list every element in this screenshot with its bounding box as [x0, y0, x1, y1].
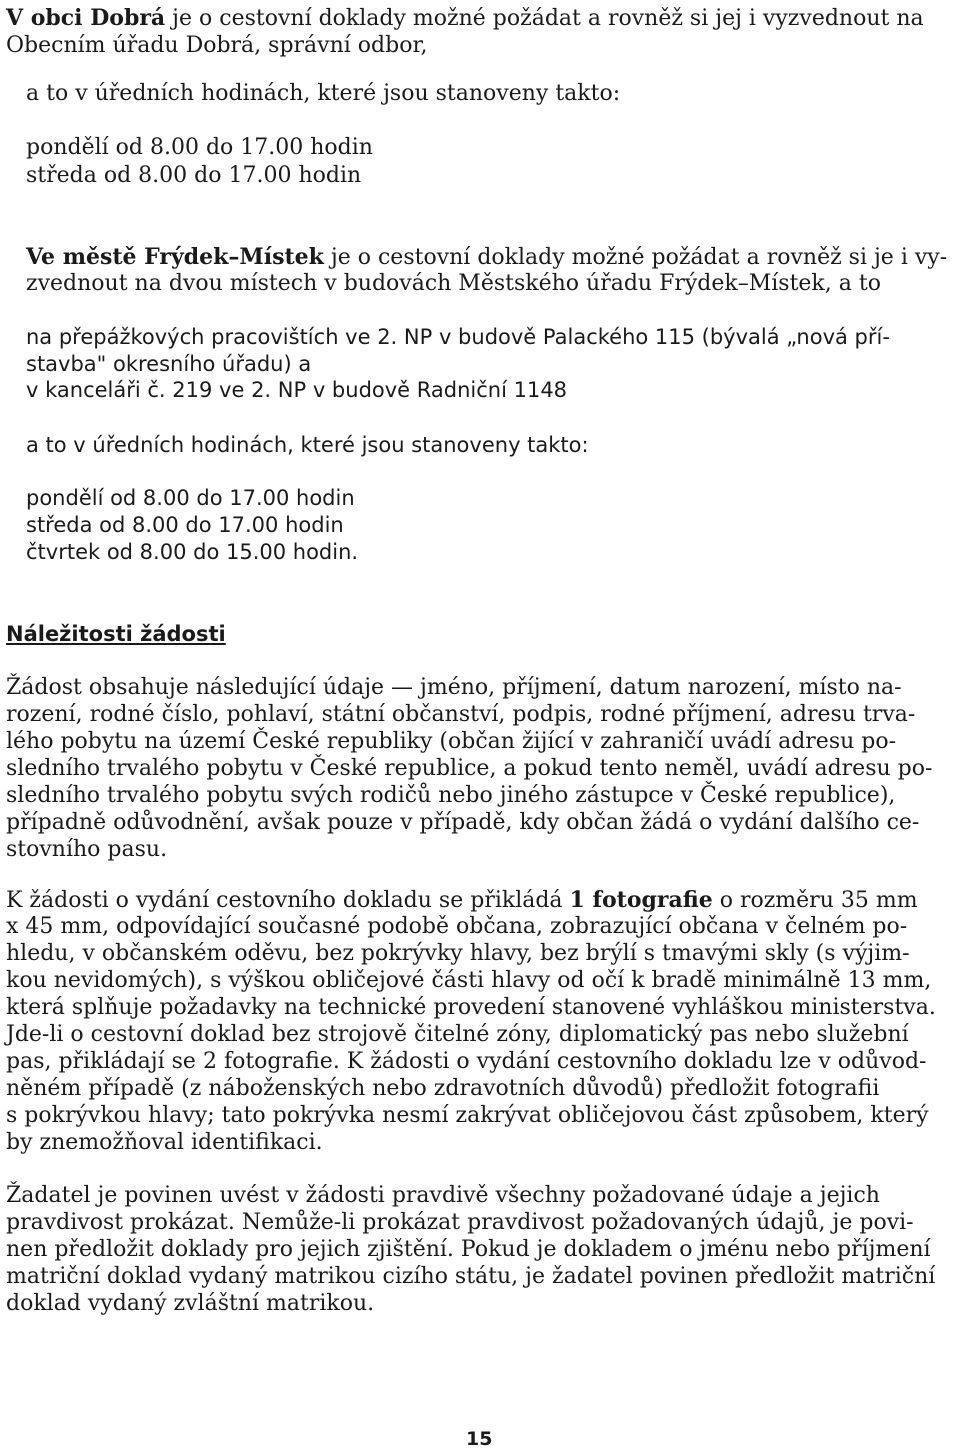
dobra-intro-line-1 [6, 4, 924, 33]
photo-count: 1 fotografie [569, 887, 713, 913]
dobra-hours-intro: a to v úředních hodinách, které jsou stanoveny takto: [26, 81, 621, 106]
para1-line: sledního trvalého pobytu svých rodičů nebo jiného zástupce v České republice), [6, 783, 896, 808]
section-heading: Náležitosti žádosti [6, 622, 226, 646]
para1-line: Žádost obsahuje následující údaje — jméno, příjmení, datum narození, místo na- [6, 675, 902, 700]
para1-line: lého pobytu na území České republiky (občan žijící v zahraničí uvádí adresu po- [6, 729, 897, 754]
para3-line: matriční doklad vydaný matrikou cizího státu, je žadatel povinen předložit matriční [6, 1264, 936, 1289]
para3-line: pravdivost prokázat. Nemůže-li prokázat pravdivost požadovaných údajů, je povi- [6, 1210, 914, 1235]
para2-post: o rozměru 35 mm [712, 888, 918, 913]
para2-line-1 [6, 886, 918, 915]
para3-line: doklad vydaný zvláštní matrikou. [6, 1291, 375, 1316]
para2-line: Jde-li o cestovní doklad bez strojově čitelné zóny, diplomatický pas nebo služební [6, 1022, 909, 1047]
para3-line: Žadatel je povinen uvést v žádosti pravdivě všechny požadované údaje a jejich [6, 1183, 880, 1208]
fm-hours-thursday: čtvrtek od 8.00 do 15.00 hodin. [26, 540, 359, 564]
dobra-intro-line-2: Obecním úřadu Dobrá, správní odbor, [6, 33, 428, 58]
fm-place-1-line-1: na přepážkových pracovištích ve 2. NP v budově Palackého 115 (bývalá „nová pří- [26, 325, 890, 349]
fm-hours-monday: pondělí od 8.00 do 17.00 hodin [26, 486, 355, 510]
fm-place-2: v kanceláři č. 219 ve 2. NP v budově Radniční 1148 [26, 378, 568, 402]
para2-line: kou nevidomých), s výškou obličejové části hlavy od očí k bradě minimálně 13 mm, [6, 968, 932, 993]
para2-line: pas, přikládají se 2 fotografie. K žádosti o vydání cestovního dokladu lze v odůvod- [6, 1049, 927, 1074]
fm-intro-line-2: zvednout na dvou místech v budovách Městského úřadu Frýdek–Místek, a to [26, 271, 881, 296]
fm-intro-line-1 [26, 243, 947, 272]
dobra-intro-text: je o cestovní doklady možné požádat a rovněž si jej i vyzvednout na [165, 6, 924, 31]
dobra-hours-wednesday: středa od 8.00 do 17.00 hodin [26, 163, 362, 188]
para2-line: s pokrývkou hlavy; tato pokrývka nesmí zakrývat obličejovou část způsobem, který [6, 1103, 929, 1128]
para2-line: x 45 mm, odpovídající současné podobě občana, zobrazující občana v čelném po- [6, 914, 908, 939]
para2-line: hledu, v občanském oděvu, bez pokrývky hlavy, bez brýlí s tmavými skly (s výjim- [6, 941, 910, 966]
dobra-name: V obci Dobrá [6, 5, 166, 31]
para1-line: sledního trvalého pobytu v České republice, a pokud tento neměl, uvádí adresu po- [6, 756, 933, 781]
fm-hours-wednesday: středa od 8.00 do 17.00 hodin [26, 513, 344, 537]
fm-intro-text: je o cestovní doklady možné požádat a rovněž si je i vy- [323, 245, 948, 270]
para3-line: nen předložit doklady pro jejich zjištění. Pokud je dokladem o jménu nebo příjmení [6, 1237, 931, 1262]
para1-line: stovního pasu. [6, 837, 168, 862]
fm-place-1-line-2: stavba" okresního úřadu) a [26, 352, 312, 376]
para2-line: něném případě (z náboženských nebo zdravotních důvodů) předložit fotografii [6, 1076, 880, 1101]
para2-pre: K žádosti o vydání cestovního dokladu se přikládá [6, 888, 570, 913]
para1-line: případně odůvodnění, avšak pouze v případě, kdy občan žádá o vydání dalšího ce- [6, 810, 920, 835]
fm-hours-intro: a to v úředních hodinách, které jsou stanoveny takto: [26, 433, 589, 457]
dobra-hours-monday: pondělí od 8.00 do 17.00 hodin [26, 135, 373, 160]
para2-line: která splňuje požadavky na technické provedení stanovené vyhláškou ministerstva. [6, 995, 936, 1020]
page-number: 15 [466, 1428, 493, 1450]
para1-line: rození, rodné číslo, pohlaví, státní občanství, podpis, rodné příjmení, adresu trva- [6, 702, 916, 727]
para2-line: by znemožňoval identifikaci. [6, 1130, 323, 1155]
fm-city-name: Ve městě Frýdek–Místek [26, 244, 324, 270]
